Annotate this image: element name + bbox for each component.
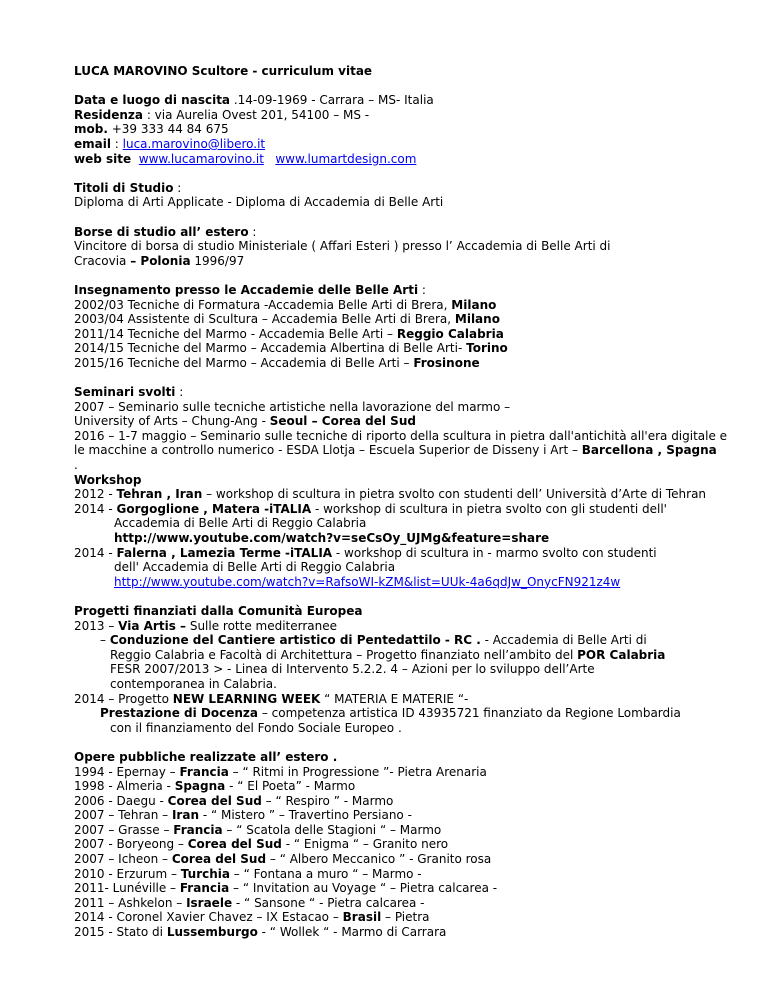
seminar-line: 2007 – Seminario sulle tecniche artistiche nella lavorazione del marmo – xyxy=(74,399,511,414)
work-item: 1998 - Almeria - Spagna - “ El Poeta” - Marmo xyxy=(74,779,356,794)
project-line: contemporanea in Calabria. xyxy=(110,676,277,691)
list-item: 2011/14 Tecniche del Marmo - Accademia Belle Arti – Reggio Calabria xyxy=(74,326,504,341)
website-link-2[interactable]: www.lumartdesign.com xyxy=(275,151,417,166)
scholarship-section xyxy=(74,225,714,269)
project-line: FESR 2007/2013 > - Linea di Intervento 5.2.2. 4 – Azioni per lo sviluppo dell’Arte xyxy=(110,662,595,677)
studies-text: Diploma di Arti Applicate - Diploma di Accademia di Belle Arti xyxy=(74,195,444,210)
section-heading: Workshop xyxy=(74,472,142,487)
section-heading: Seminari svolti : xyxy=(74,385,184,400)
project-line: 2013 – Via Artis – Sulle rotte mediterranee xyxy=(74,618,338,633)
section-heading: Titoli di Studio : xyxy=(74,180,182,195)
workshop-section xyxy=(74,473,714,590)
works-list xyxy=(74,765,714,940)
public-works-section xyxy=(74,750,714,940)
seminar-line: 2016 – 1-7 maggio – Seminario sulle tecniche di riporto della scultura in pietra dall'antichità all'era digitale e xyxy=(74,428,728,443)
section-heading: Borse di studio all’ estero : xyxy=(74,224,257,239)
workshop-line: Accademia di Belle Arti di Reggio Calabria xyxy=(114,516,367,531)
work-item: 2007 - Boryeong – Corea del Sud - “ Enigma “ – Granito nero xyxy=(74,837,449,852)
list-item: 2002/03 Tecniche di Formatura -Accademia Belle Arti di Brera, Milano xyxy=(74,297,497,312)
list-item: 2003/04 Assistente di Scultura – Accademia Belle Arti di Brera, Milano xyxy=(74,312,500,327)
workshop-line: 2014 - Gorgoglione , Matera -iTALIA - workshop di scultura in pietra svolto con gli studenti dell' xyxy=(74,501,667,516)
cv-document xyxy=(74,64,728,940)
personal-info xyxy=(74,93,714,166)
seminars-section xyxy=(74,385,728,473)
project-line: 2014 – Progetto NEW LEARNING WEEK “ MATERIA E MATERIE “- xyxy=(74,691,469,706)
seminar-line: . xyxy=(74,458,78,473)
project-line: con il finanziamento del Fondo Sociale Europeo . xyxy=(110,720,402,735)
work-item: 2011- Lunéville – Francia – “ Invitation au Voyage “ – Pietra calcarea - xyxy=(74,881,498,896)
project-line: Prestazione di Docenza – competenza artistica ID 43935721 finanziato da Regione Lombardia xyxy=(100,706,681,721)
website-link-1[interactable]: www.lucamarovino.it xyxy=(138,151,264,166)
section-heading: Progetti finanziati dalla Comunità Europea xyxy=(74,603,363,618)
list-item: 2015/16 Tecniche del Marmo – Accademia di Belle Arti – Frosinone xyxy=(74,355,480,370)
section-heading: Opere pubbliche realizzate all’ estero . xyxy=(74,749,338,764)
work-item: 1994 - Epernay – Francia – “ Ritmi in Progressione ”- Pietra Arenaria xyxy=(74,764,487,779)
workshop-line: 2012 - Tehran , Iran – workshop di scultura in pietra svolto con studenti dell’ Università d’Arte di Tehran xyxy=(74,487,707,502)
work-item: 2007 – Icheon – Corea del Sud – “ Albero Meccanico ” - Granito rosa xyxy=(74,852,492,867)
youtube-link[interactable]: http://www.youtube.com/watch?v=RafsoWI-kZM&list=UUk-4a6qdJw_OnycFN921z4w xyxy=(114,574,621,589)
scholarship-line-1: Vincitore di borsa di studio Ministeriale ( Affari Esteri ) presso l’ Accademia di Belle Arti di xyxy=(74,239,611,254)
teaching-section xyxy=(74,283,714,371)
list-item: 2014/15 Tecniche del Marmo – Accademia Albertina di Belle Arti- Torino xyxy=(74,341,508,356)
work-item: 2010 - Erzurum – Turchia – “ Fontana a muro “ – Marmo - xyxy=(74,866,422,881)
seminar-line: University of Arts – Chung-Ang - Seoul – Corea del Sud xyxy=(74,414,416,429)
residence-line: Residenza : via Aurelia Ovest 201, 54100 – MS - xyxy=(74,107,370,122)
website-line: web site www.lucamarovino.it www.lumartdesign.com xyxy=(74,151,417,166)
email-line: email : luca.marovino@libero.it xyxy=(74,136,266,151)
work-item: 2014 - Coronel Xavier Chavez – IX Estacao – Brasil – Pietra xyxy=(74,910,430,925)
studies-section xyxy=(74,181,714,210)
work-item: 2011 – Ashkelon – Israele - “ Sansone “ - Pietra calcarea - xyxy=(74,895,425,910)
section-heading: Insegnamento presso le Accademie delle Belle Arti : xyxy=(74,282,426,297)
workshop-line: dell' Accademia di Belle Arti di Reggio Calabria xyxy=(114,560,396,575)
project-line: Reggio Calabria e Facoltà di Architettura – Progetto finanziato nell’ambito del POR Calabria xyxy=(110,647,666,662)
email-link[interactable]: luca.marovino@libero.it xyxy=(122,136,266,151)
work-item: 2006 - Daegu - Corea del Sud – “ Respiro ” - Marmo xyxy=(74,793,394,808)
birth-line: Data e luogo di nascita .14-09-1969 - Carrara – MS- Italia xyxy=(74,93,434,108)
workshop-video-link xyxy=(74,575,714,590)
workshop-video-url: http://www.youtube.com/watch?v=seCsOy_UJMg&feature=share xyxy=(114,531,550,545)
eu-projects-section xyxy=(74,604,714,735)
work-item: 2007 – Grasse – Francia – “ Scatola delle Stagioni “ – Marmo xyxy=(74,822,442,837)
mobile-line: mob. +39 333 44 84 675 xyxy=(74,122,229,137)
seminar-line: le macchine a controllo numerico - ESDA Llotja – Escuela Superior de Disseny i Art – Barcellona , Spagna xyxy=(74,443,717,458)
scholarship-line-2: Cracovia – Polonia 1996/97 xyxy=(74,253,245,268)
work-item: 2007 – Tehran – Iran - “ Mistero ” – Travertino Persiano - xyxy=(74,808,412,823)
work-item: 2015 - Stato di Lussemburgo - “ Wollek “ - Marmo di Carrara xyxy=(74,925,447,940)
project-line: – Conduzione del Cantiere artistico di Pentedattilo - RC . - Accademia di Belle Arti di xyxy=(100,633,647,648)
workshop-line: 2014 - Falerna , Lamezia Terme -iTALIA - workshop di scultura in - marmo svolto con studenti xyxy=(74,545,657,560)
page-title: LUCA MAROVINO Scultore - curriculum vitae xyxy=(74,64,373,78)
